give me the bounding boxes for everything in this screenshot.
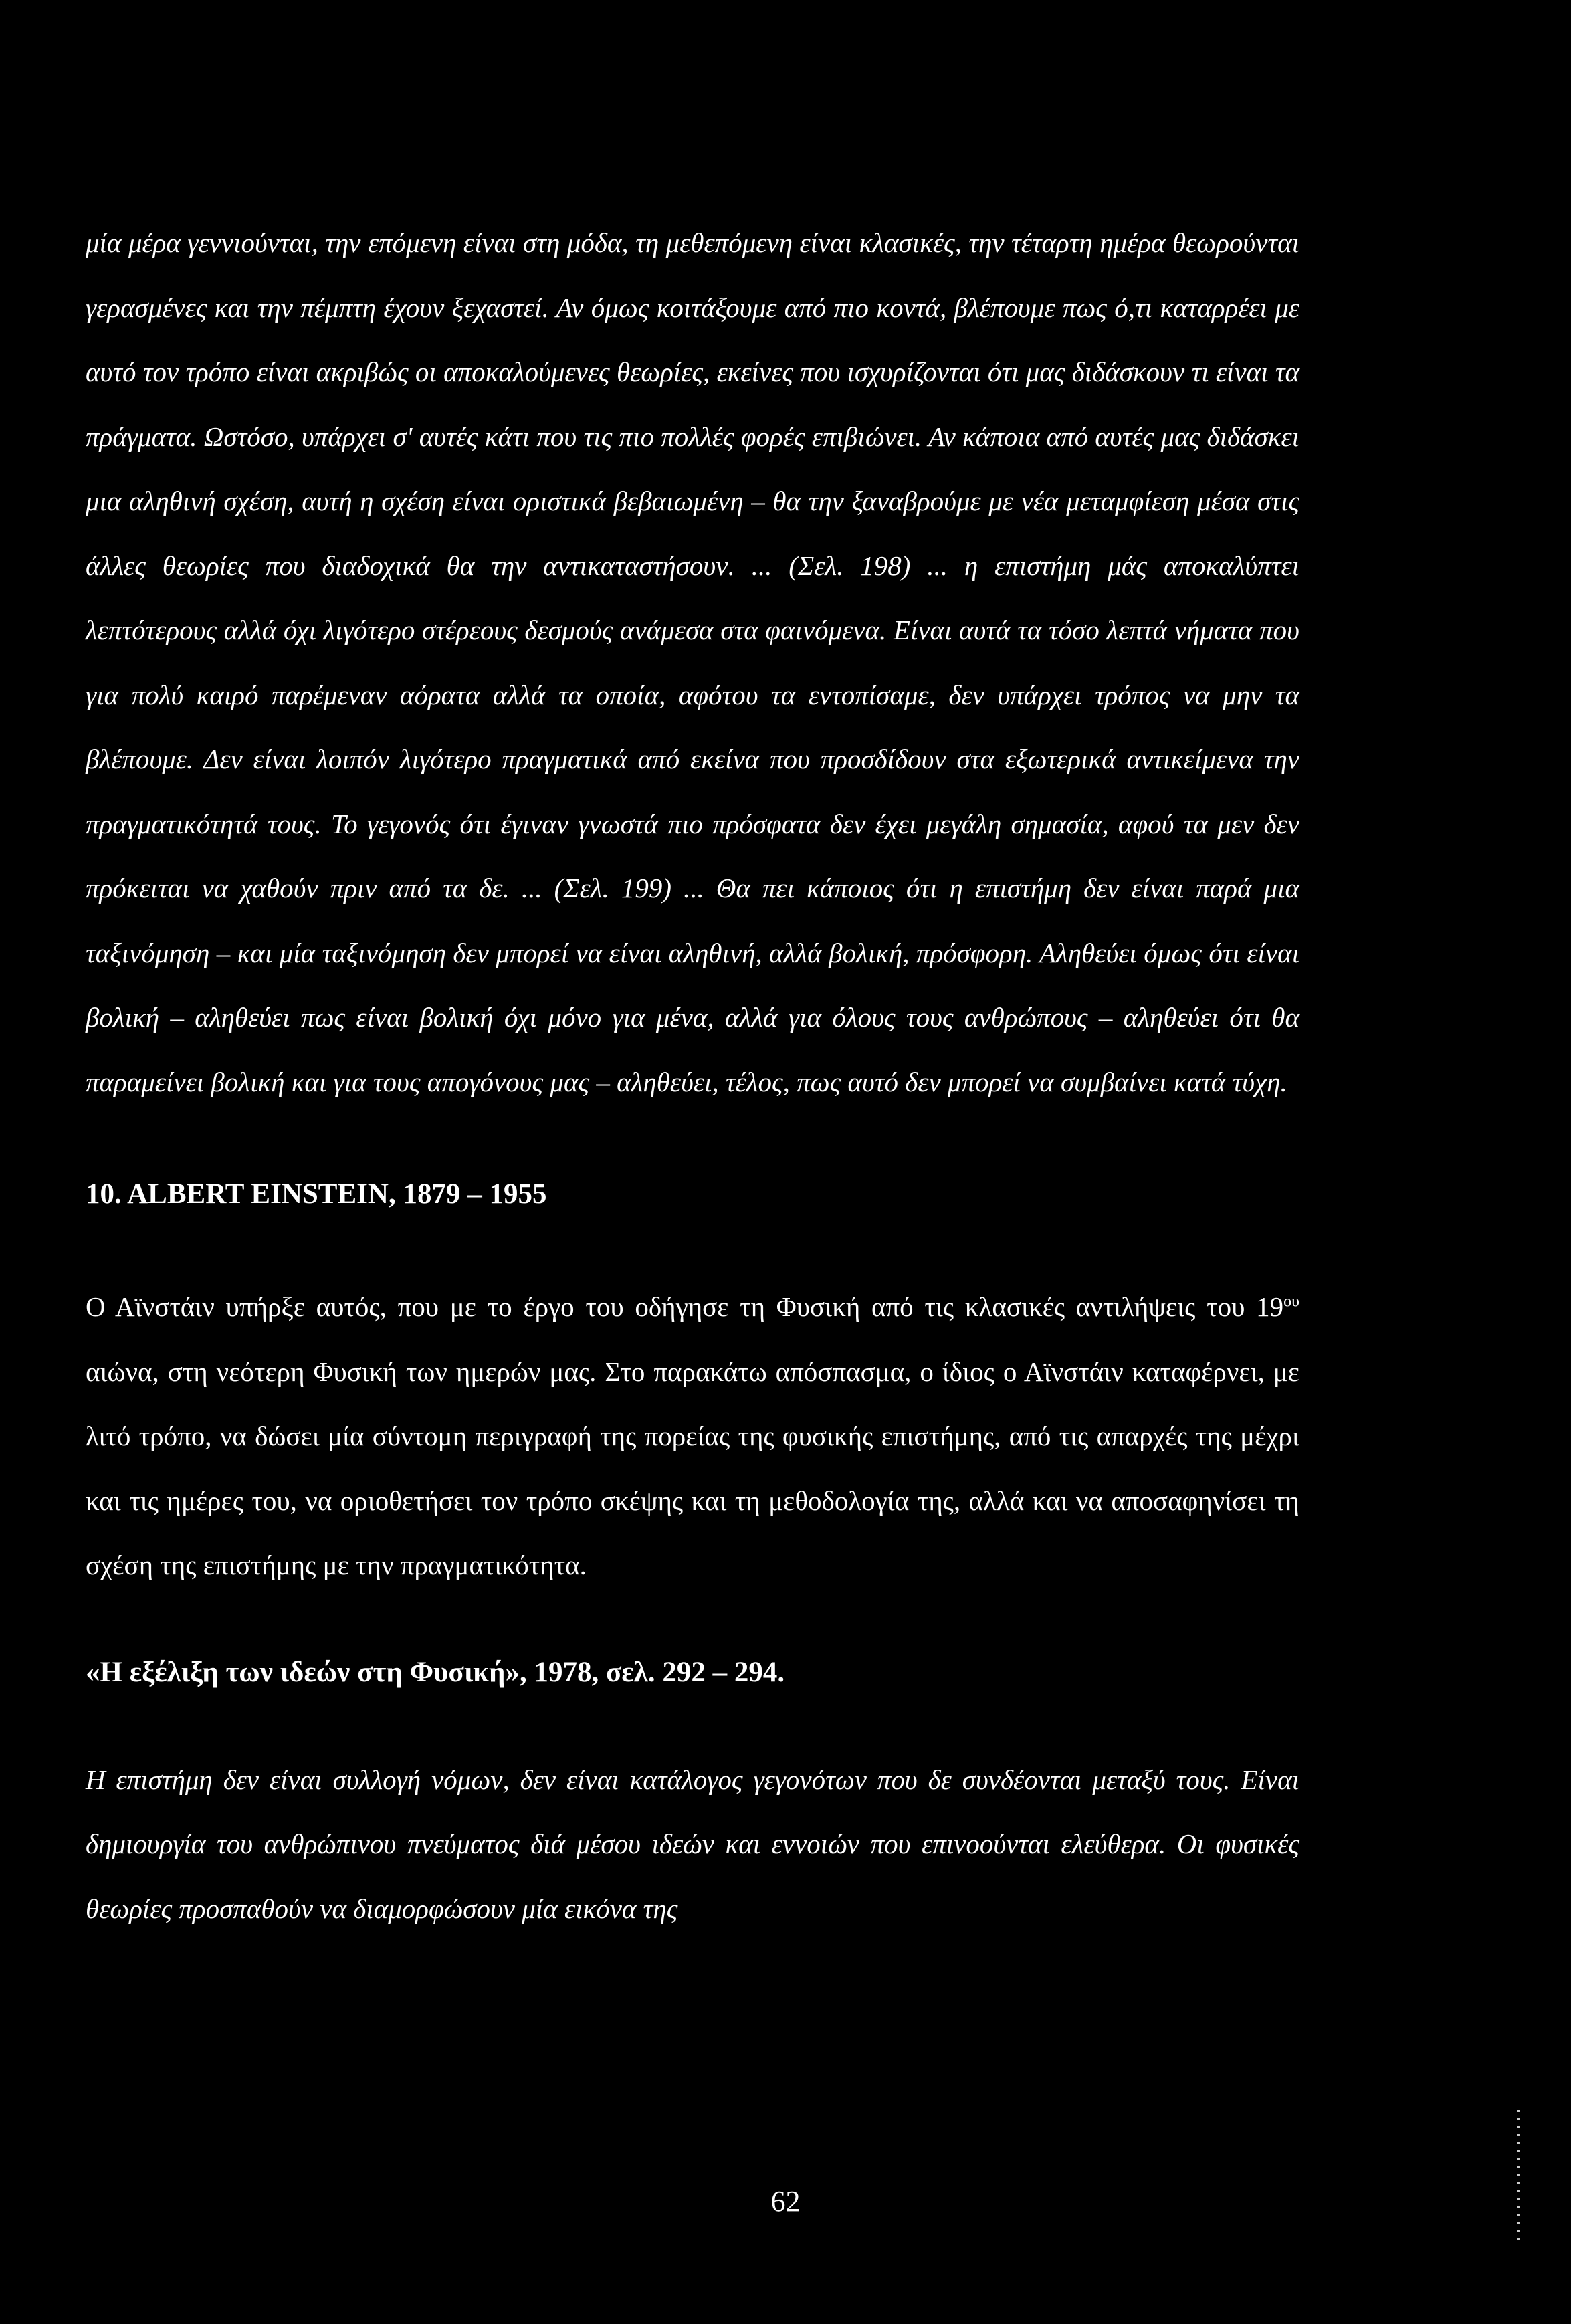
continuation-quote-paragraph: μία μέρα γεννιούνται, την επόμενη είναι στη μόδα, τη μεθεπόμενη είναι κλασικές, την τέταρτη ημέρα θεωρούνται γερασμένες και την πέμπτη έχουν ξεχαστεί. Αν όμως κοιτάξουμε από πιο κοντά, βλέπουμε πως ό,τι καταρρέει με αυτό τον τρόπο είναι ακριβώς οι αποκαλούμενες θεωρίες, εκείνες που ισχυρίζονται ότι μας διδάσκουν τι είναι τα πράγματα. Ωστόσο, υπάρχει σ' αυτές κάτι που τις πιο πολλές φορές επιβιώνει. Αν κάποια από αυτές μας διδάσκει μια αληθινή σχέση, αυτή η σχέση είναι οριστικά βεβαιωμένη – θα την ξαναβρούμε με νέα μεταμφίεση μέσα στις άλλες θεωρίες που διαδοχικά θα την αντικαταστήσουν. ... (Σελ. 198) ... η επιστήμη μάς αποκαλύπτει λεπτότερους αλλά όχι λιγότερο στέρεους δεσμούς ανάμεσα στα φαινόμενα. Είναι αυτά τα τόσο λεπτά νήματα που για πολύ καιρό παρέμεναν αόρατα αλλά τα οποία, αφότου τα εντοπίσαμε, δεν υπάρχει τρόπος να μην τα βλέπουμε. Δεν είναι λοιπόν λιγότερο πραγματικά από εκείνα που προσδίδουν στα εξωτερικά αντικείμενα την πραγματικότητά τους. Το γεγονός ότι έγιναν γνωστά πιο πρόσφατα δεν έχει μεγάλη σημασία, αφού τα μεν δεν πρόκειται να χαθούν πριν από τα δε. ... (Σελ. 199) ... Θα πει κάποιος ότι η επιστήμη δεν είναι παρά μια ταξινόμηση – και μία ταξινόμηση δεν μπορεί να είναι αληθινή, αλλά βολική, πρόσφορη. Αληθεύει όμως ότι είναι βολική – αληθεύει πως είναι βολική όχι μόνο για μένα, αλλά για όλους τους ανθρώπους – αληθεύει ότι θα παραμείνει βολική και για τους απογόνους μας – αληθεύει, τέλος, πως αυτό δεν μπορεί να συμβαίνει κατά τύχη.	[86, 227, 1299, 1097]
einstein-quote-paragraph: Η επιστήμη δεν είναι συλλογή νόμων, δεν είναι κατάλογος γεγονότων που δε συνδέονται μεταξύ τους. Είναι δημιουργία του ανθρώπινου πνεύματος διά μέσου ιδεών και εννοιών που επινοούνται ελεύθερα. Οι φυσικές θεωρίες προσπαθούν να διαμορφώσουν μία εικόνα της	[86, 1764, 1299, 1924]
intro-paragraph	[86, 1275, 1299, 1598]
scan-edge-mark	[1517, 2110, 1520, 2244]
intro-text-start: Ο Αϊνστάιν υπήρξε αυτός, που με το έργο του οδήγησε τη Φυσική από τις κλασικές αντιλήψεις του 19	[86, 1291, 1284, 1322]
page-content	[86, 211, 1299, 1941]
source-citation-heading: «Η εξέλιξη των ιδεών στη Φυσική», 1978, σελ. 292 – 294.	[86, 1656, 785, 1688]
page-number: 62	[770, 2185, 801, 2218]
intro-text-end: αιώνα, στη νεότερη Φυσική των ημερών μας. Στο παρακάτω απόσπασμα, ο ίδιος ο Αϊνστάιν καταφέρνει, με λιτό τρόπο, να δώσει μία σύντομη περιγραφή της πορείας της φυσικής επιστήμης, από τις απαρχές της μέχρι και τις ημέρες του, να οριοθετήσει τον τρόπο σκέψης και τη μεθοδολογία της, αλλά και να αποσαφηνίσει τη σχέση της επιστήμης με την πραγματικότητα.	[86, 1356, 1299, 1580]
section-heading-albert-einstein: 10. ALBERT EINSTEIN, 1879 – 1955	[86, 1178, 547, 1210]
ordinal-superscript: ου	[1283, 1293, 1299, 1311]
